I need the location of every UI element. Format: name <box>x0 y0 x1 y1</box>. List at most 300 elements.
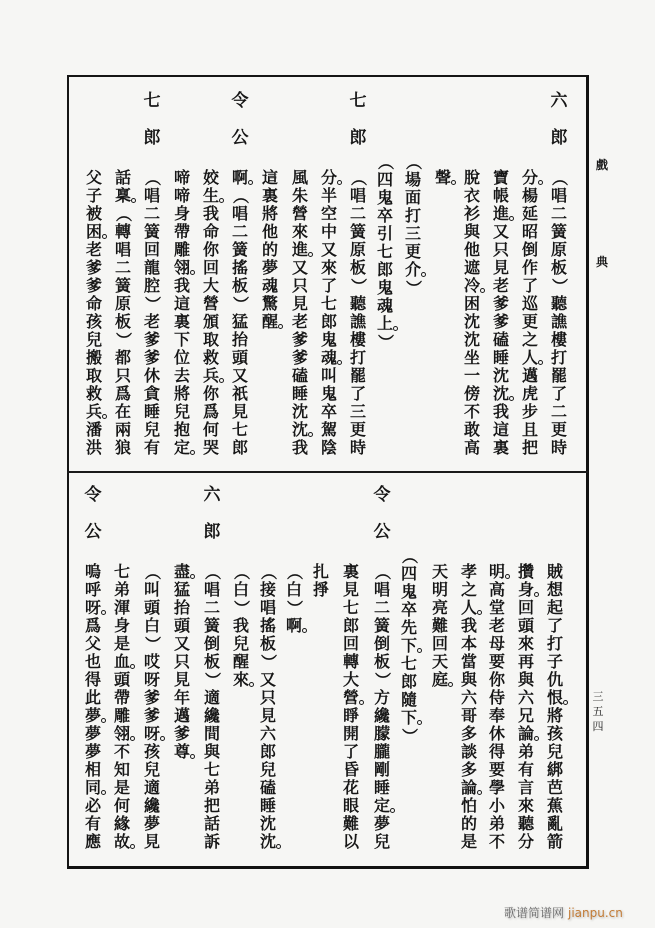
period-mark <box>101 718 106 723</box>
character: 空 <box>320 204 337 223</box>
lower-section <box>0 394 655 874</box>
character: 他 <box>463 240 480 259</box>
character: 四 <box>376 170 393 189</box>
character: 救 <box>85 384 102 403</box>
character: 只 <box>259 688 276 707</box>
character: 又 <box>231 366 248 385</box>
character: 明 <box>431 580 448 599</box>
character: 沈 <box>463 312 480 331</box>
character: 回 <box>431 634 448 653</box>
character: 朦 <box>373 724 390 743</box>
stage-direction-text <box>400 547 418 745</box>
character: 聽 <box>517 814 534 833</box>
character: 下 <box>400 708 417 727</box>
character: 弟 <box>517 742 534 761</box>
character: 了 <box>546 616 563 635</box>
character: 貪 <box>143 384 160 403</box>
column-text <box>261 169 279 331</box>
character: 爲 <box>84 616 101 635</box>
character: 只 <box>492 240 509 259</box>
character: 有 <box>84 814 101 833</box>
character: 半 <box>320 186 337 205</box>
character: 何 <box>113 796 130 815</box>
character: 步 <box>521 402 538 421</box>
character: 夢 <box>261 258 278 277</box>
character: ） <box>404 279 423 296</box>
character: 六 <box>460 688 477 707</box>
character: 聲 <box>434 168 451 187</box>
character: 知 <box>113 760 130 779</box>
character: 抬 <box>173 598 190 617</box>
character: 沈 <box>492 366 509 385</box>
character: 七 <box>320 294 337 313</box>
character: 睜 <box>342 706 359 725</box>
character: 眼 <box>342 796 359 815</box>
character: 叫 <box>143 580 160 599</box>
character: 爹 <box>143 688 160 707</box>
character: 高 <box>488 580 505 599</box>
character: （ <box>550 169 569 186</box>
character: 鬼 <box>376 188 393 207</box>
character: 二 <box>143 204 160 223</box>
character: 時 <box>550 438 567 457</box>
period-mark <box>477 790 482 795</box>
character: 回 <box>342 634 359 653</box>
character: 得 <box>84 670 101 689</box>
character: 公 <box>373 522 391 542</box>
character: 翎 <box>113 724 130 743</box>
character: 原 <box>550 240 567 259</box>
period-mark <box>451 180 456 185</box>
character: 七 <box>376 242 393 261</box>
character: （ <box>231 187 250 204</box>
character: 睡 <box>373 778 390 797</box>
character: 沈 <box>259 832 276 851</box>
character: 大 <box>202 276 219 295</box>
character: 衫 <box>463 204 480 223</box>
character: 回 <box>143 240 160 259</box>
character: 見 <box>231 402 248 421</box>
character: 延 <box>521 204 538 223</box>
character: 這 <box>492 420 509 439</box>
character: 郎 <box>143 128 161 148</box>
character: 身 <box>113 616 130 635</box>
character: 鬼 <box>376 278 393 297</box>
character: 魂 <box>261 276 278 295</box>
character: 簧 <box>550 222 567 241</box>
period-mark <box>308 252 313 257</box>
character: 夢 <box>84 742 101 761</box>
character: 是 <box>460 832 477 851</box>
character: 蕉 <box>546 796 563 815</box>
character: 都 <box>114 348 131 367</box>
character: 堂 <box>488 598 505 617</box>
character: 郎 <box>231 438 248 457</box>
character: 是 <box>113 778 130 797</box>
character: 不 <box>488 832 505 851</box>
character: 孝 <box>460 562 477 581</box>
period-mark <box>390 808 395 813</box>
stage-direction-text <box>376 153 394 351</box>
character: 冷 <box>463 276 480 295</box>
character: 有 <box>143 438 160 457</box>
character: 侍 <box>488 688 505 707</box>
character: 帶 <box>113 688 130 707</box>
character: 公 <box>231 128 249 148</box>
character: 一 <box>463 366 480 385</box>
character: 夢 <box>84 724 101 743</box>
character: 我 <box>291 438 308 457</box>
character: 頭 <box>231 348 248 367</box>
column-text <box>259 563 277 851</box>
character: 爹 <box>143 330 160 349</box>
character: 他 <box>261 222 278 241</box>
character: 命 <box>202 222 219 241</box>
character: 爹 <box>492 312 509 331</box>
character: 卒 <box>320 402 337 421</box>
character: 的 <box>460 814 477 833</box>
character: 這 <box>173 294 190 313</box>
character: 此 <box>84 688 101 707</box>
character: 翎 <box>173 258 190 277</box>
character: 四 <box>592 720 604 733</box>
character: 令 <box>84 485 102 505</box>
character: 見 <box>291 294 308 313</box>
character: 鬼 <box>320 330 337 349</box>
character: 夢 <box>373 814 390 833</box>
character: （ <box>349 169 368 186</box>
character: ） <box>285 599 304 616</box>
character: 何 <box>202 420 219 439</box>
character: 得 <box>488 742 505 761</box>
character: 進 <box>291 240 308 259</box>
running-head-char: 典 <box>595 255 608 269</box>
character: 又 <box>259 670 276 689</box>
character: 七 <box>349 91 367 111</box>
character: 醒 <box>232 652 249 671</box>
character: 只 <box>114 366 131 385</box>
character: 朧 <box>373 742 390 761</box>
character: 兒 <box>232 634 249 653</box>
character: 把 <box>521 438 538 457</box>
character: 七 <box>113 562 130 581</box>
character: 大 <box>342 670 359 689</box>
character: 哥 <box>460 706 477 725</box>
character: 與 <box>517 670 534 689</box>
character: 打 <box>550 348 567 367</box>
character: 身 <box>173 204 190 223</box>
character: 見 <box>173 670 190 689</box>
character: 鬼 <box>400 582 417 601</box>
character: 六 <box>517 688 534 707</box>
character: 夢 <box>84 706 101 725</box>
character: 仇 <box>546 670 563 689</box>
character: 老 <box>143 312 160 331</box>
character: 老 <box>488 616 505 635</box>
character: 魂 <box>376 296 393 315</box>
character: （ <box>259 563 278 580</box>
character: 磕 <box>492 330 509 349</box>
column-text <box>431 563 449 689</box>
character: 打 <box>404 206 421 225</box>
character: 論 <box>460 778 477 797</box>
character: 有 <box>517 760 534 779</box>
character: 訴 <box>203 832 220 851</box>
character: 抬 <box>231 330 248 349</box>
character: 困 <box>85 222 102 241</box>
character: 言 <box>517 778 534 797</box>
character: 罷 <box>349 366 366 385</box>
character: 原 <box>114 294 131 313</box>
character: 搬 <box>85 348 102 367</box>
speaker-name <box>550 92 568 166</box>
character: 七 <box>203 760 220 779</box>
character: 老 <box>85 240 102 259</box>
character: 二 <box>231 222 248 241</box>
character: 纔 <box>143 796 160 815</box>
character: 綁 <box>546 760 563 779</box>
character: 多 <box>460 760 477 779</box>
character: ） <box>259 653 278 670</box>
character: 定 <box>373 796 390 815</box>
period-mark <box>534 592 539 597</box>
character: 呀 <box>143 670 160 689</box>
character: 二 <box>203 598 220 617</box>
character: 父 <box>85 168 102 187</box>
character: 只 <box>173 652 190 671</box>
character: 楊 <box>521 186 538 205</box>
character: 洪 <box>85 438 102 457</box>
watermark <box>504 904 623 921</box>
character: 也 <box>84 652 101 671</box>
character: 頭 <box>113 670 130 689</box>
character: 兒 <box>143 760 160 779</box>
character: 只 <box>291 276 308 295</box>
character: （ <box>404 153 423 170</box>
character: 轉 <box>114 222 131 241</box>
character: 譙 <box>349 312 366 331</box>
character: 睡 <box>492 348 509 367</box>
character: 搖 <box>231 258 248 277</box>
character: 巡 <box>521 294 538 313</box>
character: 介 <box>404 260 421 279</box>
character: 纔 <box>203 706 220 725</box>
character: （ <box>373 563 392 580</box>
character: 在 <box>114 402 131 421</box>
character: 要 <box>488 652 505 671</box>
character: 兄 <box>517 706 534 725</box>
period-mark <box>160 736 165 741</box>
character: 不 <box>463 402 480 421</box>
character: 學 <box>488 778 505 797</box>
character: 板 <box>349 258 366 277</box>
period-mark <box>563 700 568 705</box>
period-mark <box>130 844 135 849</box>
running-head-char: 戲 <box>595 158 608 172</box>
character: 三 <box>404 224 421 243</box>
character: 簧 <box>231 240 248 259</box>
character: 見 <box>492 258 509 277</box>
character: 唱 <box>203 580 220 599</box>
character: 魂 <box>320 348 337 367</box>
character: 同 <box>84 778 101 797</box>
character: 簧 <box>373 616 390 635</box>
character: 板 <box>114 312 131 331</box>
character: 郎 <box>400 672 417 691</box>
character: 七 <box>342 598 359 617</box>
character: 又 <box>492 222 509 241</box>
character: 白 <box>232 580 249 599</box>
character: 談 <box>460 742 477 761</box>
character: 唱 <box>259 598 276 617</box>
character: 樓 <box>349 330 366 349</box>
column-text <box>113 563 131 851</box>
character: 先 <box>400 618 417 637</box>
character: 將 <box>173 384 190 403</box>
character: 亮 <box>431 598 448 617</box>
character: 六 <box>259 724 276 743</box>
speaker-name <box>349 92 367 166</box>
character: 論 <box>517 724 534 743</box>
character: 接 <box>259 580 276 599</box>
character: 了 <box>521 276 538 295</box>
character: 啊 <box>285 616 302 635</box>
character: 子 <box>85 186 102 205</box>
character: 沈 <box>291 402 308 421</box>
period-mark <box>101 610 106 615</box>
character: 弟 <box>113 580 130 599</box>
character: 救 <box>202 348 219 367</box>
character: ） <box>231 295 250 312</box>
character: 頒 <box>202 312 219 331</box>
period-mark <box>393 326 398 331</box>
character: 我 <box>232 616 249 635</box>
period-mark <box>131 198 136 203</box>
watermark-site-name: 歌谱简谱网 <box>504 906 565 920</box>
character: 是 <box>113 634 130 653</box>
character: 盡 <box>173 562 190 581</box>
character: 衣 <box>463 186 480 205</box>
character: （ <box>143 563 162 580</box>
character: 哭 <box>202 438 219 457</box>
character: 譙 <box>550 312 567 331</box>
character: 之 <box>521 330 538 349</box>
period-mark <box>538 360 543 365</box>
column-text <box>546 563 564 851</box>
character: 六 <box>550 91 568 111</box>
character: 唱 <box>231 204 248 223</box>
character: 更 <box>404 242 421 261</box>
character: 來 <box>291 222 308 241</box>
character: ） <box>373 671 392 688</box>
character: 回 <box>517 598 534 617</box>
character: 見 <box>259 706 276 725</box>
character: 本 <box>460 634 477 653</box>
character: 天 <box>431 562 448 581</box>
column-text <box>460 563 478 851</box>
period-mark <box>102 234 107 239</box>
character: 猛 <box>173 580 190 599</box>
character: 下 <box>173 330 190 349</box>
character: 七 <box>231 420 248 439</box>
character: 了 <box>342 742 359 761</box>
character: 郎 <box>203 522 221 542</box>
character: 被 <box>85 204 102 223</box>
character: 爹 <box>291 348 308 367</box>
character: 分 <box>517 832 534 851</box>
period-mark <box>130 664 135 669</box>
character: 明 <box>488 562 505 581</box>
character: 定 <box>173 438 190 457</box>
character: 了 <box>320 276 337 295</box>
character: 不 <box>113 742 130 761</box>
character: 恨 <box>546 688 563 707</box>
character: 來 <box>517 634 534 653</box>
character: 奉 <box>488 706 505 725</box>
character: 轉 <box>342 652 359 671</box>
character: 困 <box>463 294 480 313</box>
period-mark <box>509 216 514 221</box>
character: 爹 <box>85 276 102 295</box>
character: 二 <box>550 204 567 223</box>
character: 板 <box>203 652 220 671</box>
character: 驚 <box>261 294 278 313</box>
character: 七 <box>143 91 161 111</box>
column-text <box>434 169 452 187</box>
character: 鬼 <box>320 384 337 403</box>
period-mark <box>278 324 283 329</box>
character: 簧 <box>114 276 131 295</box>
character: 我 <box>202 204 219 223</box>
character: 上 <box>376 314 393 333</box>
character: 兒 <box>546 742 563 761</box>
character: 應 <box>84 832 101 851</box>
character: 引 <box>376 224 393 243</box>
character: 沈 <box>463 330 480 349</box>
character: （ <box>114 205 133 222</box>
watermark-domain: jianpu.cn <box>568 906 623 920</box>
character: 腔 <box>143 276 160 295</box>
character: 了 <box>550 384 567 403</box>
period-mark <box>477 610 482 615</box>
column-text <box>232 563 250 689</box>
character: 猛 <box>231 312 248 331</box>
character: 中 <box>320 222 337 241</box>
character: 難 <box>431 616 448 635</box>
character: 七 <box>400 654 417 673</box>
character: （ <box>143 169 162 186</box>
character: 想 <box>546 580 563 599</box>
character: 身 <box>517 580 534 599</box>
character: 將 <box>546 706 563 725</box>
character: 亂 <box>546 814 563 833</box>
character: 子 <box>546 652 563 671</box>
column-text <box>342 563 360 851</box>
character: 來 <box>320 258 337 277</box>
character: 倒 <box>521 240 538 259</box>
character: 板 <box>373 652 390 671</box>
character: 沈 <box>291 420 308 439</box>
character: ） <box>376 333 395 350</box>
character: 打 <box>349 348 366 367</box>
speaker-name <box>231 92 249 166</box>
character: 與 <box>203 742 220 761</box>
character: 休 <box>143 366 160 385</box>
character: 弟 <box>203 778 220 797</box>
character: 時 <box>349 438 366 457</box>
character: ） <box>143 635 162 652</box>
character: 唱 <box>143 186 160 205</box>
